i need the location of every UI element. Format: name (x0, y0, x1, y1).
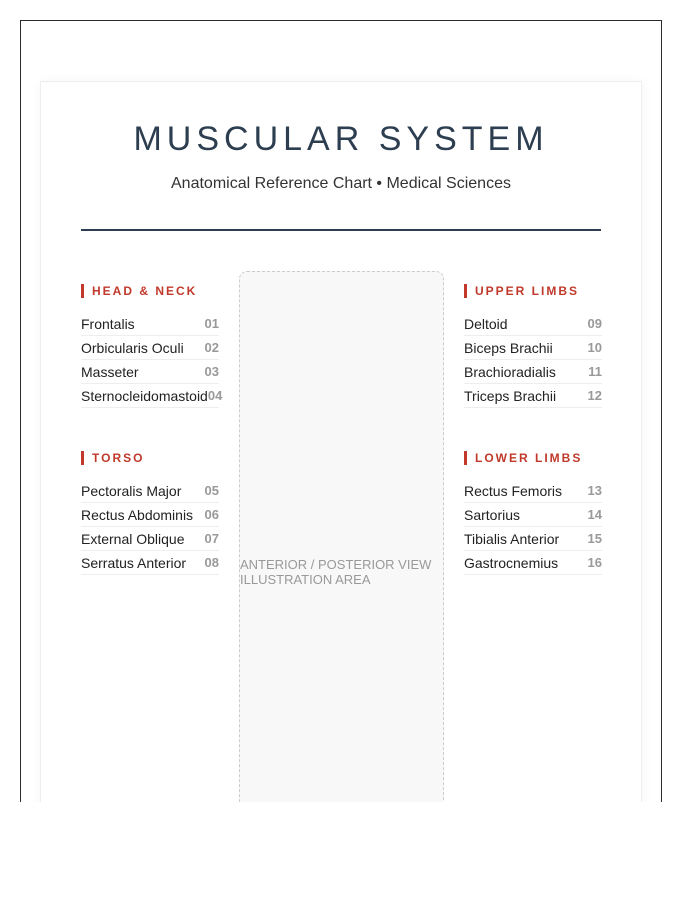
muscle-number: 01 (204, 316, 219, 331)
muscle-row (81, 384, 223, 408)
muscle-row (81, 503, 219, 527)
chart-card (40, 81, 642, 802)
muscle-name: Tibialis Anterior (464, 530, 560, 547)
muscle-number: 05 (204, 483, 219, 498)
muscle-number: 14 (587, 507, 602, 522)
muscle-row (81, 551, 219, 575)
muscle-number: 13 (587, 483, 602, 498)
muscle-number: 11 (588, 364, 602, 379)
muscle-row (81, 527, 219, 551)
muscle-name: Sartorius (464, 506, 521, 523)
page-frame (20, 20, 662, 802)
muscle-name: Orbicularis Oculi (81, 339, 184, 356)
muscle-row (464, 527, 602, 551)
section-title: LOWER LIMBS (464, 451, 602, 465)
page-title: MUSCULAR SYSTEM (133, 120, 549, 158)
muscle-number: 10 (587, 340, 602, 355)
illustration-area (239, 271, 444, 802)
section-title: UPPER LIMBS (464, 284, 602, 298)
muscle-name: Masseter (81, 363, 139, 380)
muscle-name: Rectus Abdominis (81, 506, 194, 523)
muscle-row (464, 384, 602, 408)
muscle-row (464, 360, 602, 384)
muscle-name: Sternocleidomastoid (81, 387, 208, 404)
muscle-name: Brachioradialis (464, 363, 556, 380)
muscle-row (81, 360, 219, 384)
section-head-neck (81, 284, 223, 408)
muscle-row (464, 336, 602, 360)
section-lower-limbs (464, 451, 602, 575)
muscle-number: 15 (587, 531, 602, 546)
muscle-name: Frontalis (81, 315, 135, 332)
muscle-row (464, 551, 602, 575)
muscle-name: Gastrocnemius (464, 554, 559, 571)
muscle-row (81, 312, 219, 336)
muscle-number: 12 (587, 388, 602, 403)
illustration-label-line1: ANTERIOR / POSTERIOR VIEW (240, 557, 432, 572)
muscle-name: Serratus Anterior (81, 554, 187, 571)
header-divider (81, 229, 601, 231)
illustration-label-line2: ILLUSTRATION AREA (240, 572, 371, 587)
muscle-number: 08 (204, 555, 219, 570)
illustration-label (240, 557, 443, 587)
muscle-number: 07 (204, 531, 219, 546)
muscle-row (464, 312, 602, 336)
muscle-number: 03 (204, 364, 219, 379)
muscle-number: 02 (204, 340, 219, 355)
section-title: HEAD & NECK (81, 284, 219, 298)
muscle-number: 04 (207, 388, 223, 403)
muscle-row (464, 503, 602, 527)
muscle-name: Triceps Brachii (464, 387, 557, 404)
muscle-row (81, 336, 219, 360)
muscle-name: Deltoid (464, 315, 508, 332)
muscle-row (464, 479, 602, 503)
section-torso (81, 451, 219, 575)
muscle-number: 16 (587, 555, 602, 570)
muscle-name: Pectoralis Major (81, 482, 182, 499)
page-subtitle: Anatomical Reference Chart • Medical Sciences (171, 175, 511, 192)
muscle-name: External Oblique (81, 530, 185, 547)
muscle-number: 06 (204, 507, 219, 522)
muscle-number: 09 (587, 316, 602, 331)
muscle-name: Biceps Brachii (464, 339, 553, 356)
section-upper-limbs (464, 284, 602, 408)
muscle-row (81, 479, 219, 503)
muscle-name: Rectus Femoris (464, 482, 563, 499)
section-title: TORSO (81, 451, 219, 465)
